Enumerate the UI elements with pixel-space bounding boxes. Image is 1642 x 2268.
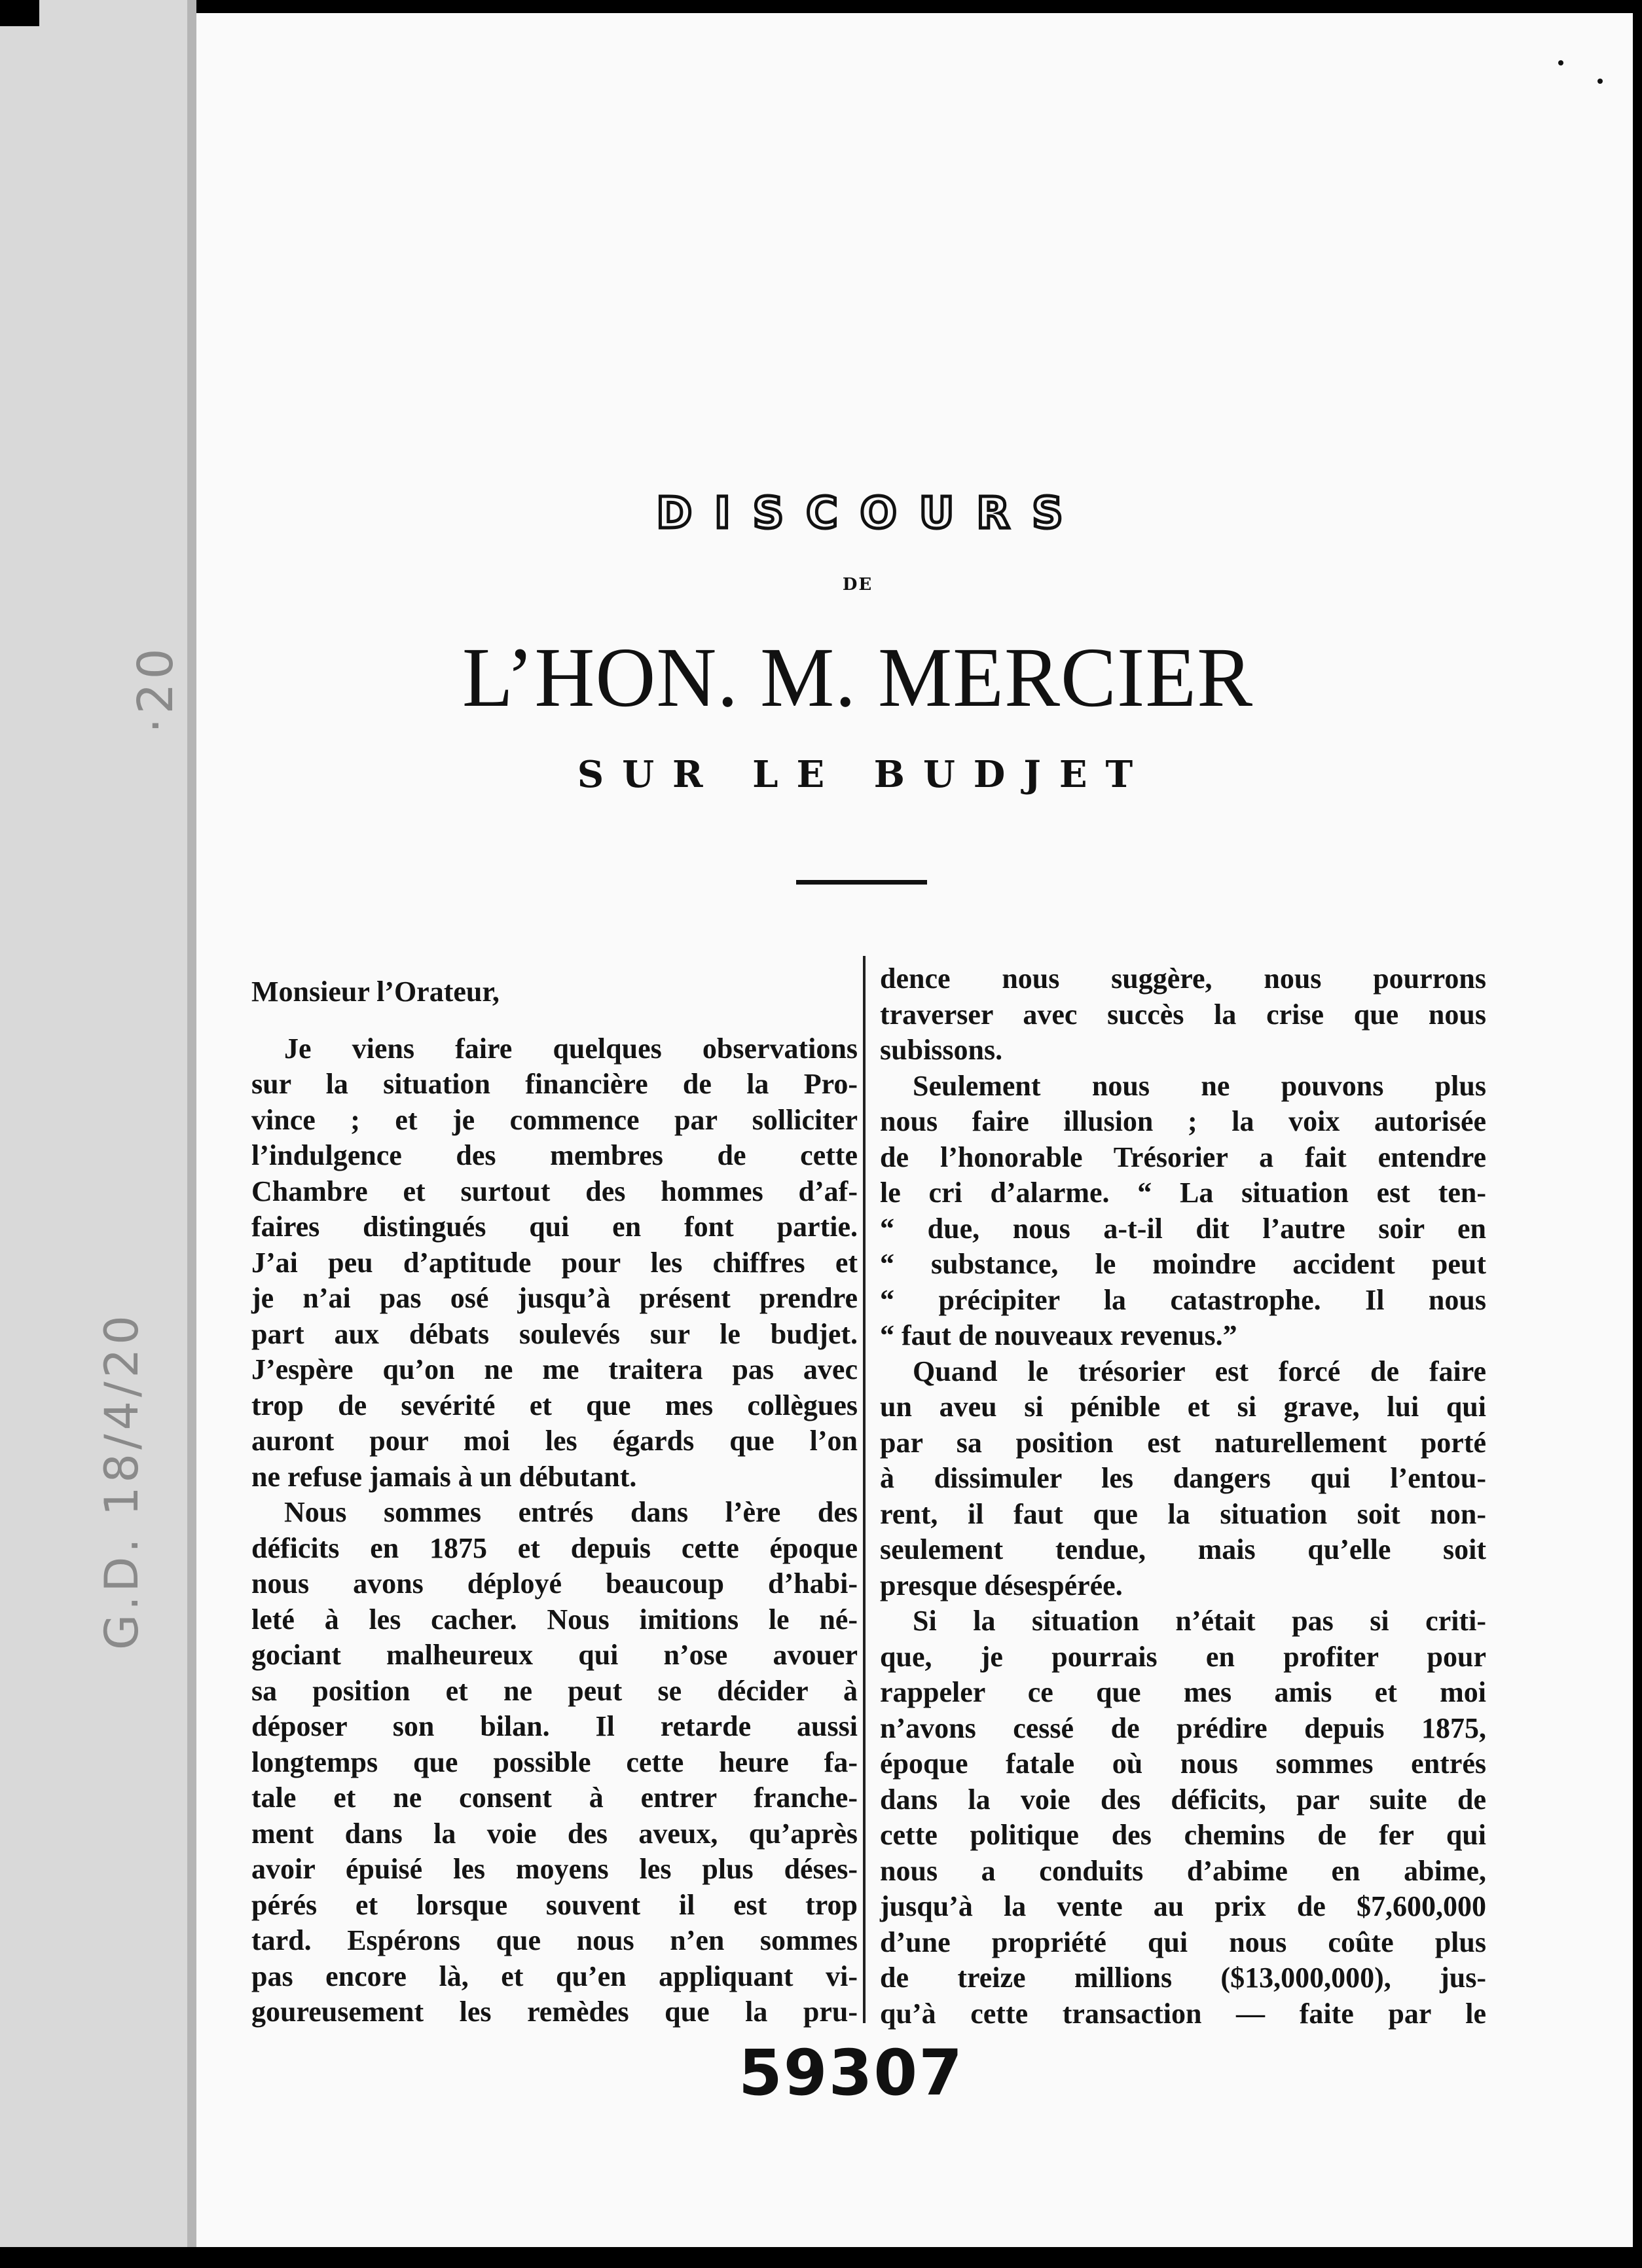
bottom-scan-border (0, 2247, 1642, 2268)
title-name: L’HON. M. MERCIER (462, 631, 1254, 725)
speck (1597, 79, 1603, 84)
title-de: DE (842, 575, 873, 594)
page-fold (187, 0, 196, 2268)
text-line: un aveu si pénible et si grave, lui qui (880, 1391, 1486, 1423)
salutation: Monsieur l’Orateur, (251, 976, 500, 1008)
text-line: seulement tendue, mais qu’elle soit (880, 1533, 1486, 1565)
text-line: pas encore là, et qu’en appliquant vi- (251, 1960, 858, 1992)
text-line: J’espère qu’on ne me traitera pas avec (251, 1353, 858, 1385)
text-line: “ substance, le moindre accident peut (880, 1248, 1486, 1280)
text-line: presque désespérée. (880, 1569, 1123, 1601)
text-line: avoir épuisé les moyens les plus déses- (251, 1853, 858, 1885)
text-line: d’une propriété qui nous coûte plus (880, 1926, 1486, 1958)
text-line: à dissimuler les dangers qui l’entou- (880, 1462, 1486, 1494)
text-line: Seulement nous ne pouvons plus (913, 1069, 1486, 1102)
text-line: Nous sommes entrés dans l’ère des (284, 1496, 858, 1528)
text-line: goureusement les remèdes que la pru- (251, 1996, 858, 2028)
column-divider (863, 956, 866, 2023)
text-line: jusqu’à la vente au prix de $7,600,000 (880, 1890, 1486, 1922)
speck (1558, 60, 1563, 65)
text-line: tard. Espérons que nous n’en sommes (251, 1924, 858, 1956)
text-line: ne refuse jamais à un débutant. (251, 1460, 637, 1493)
margin-note-1: ·20 (128, 644, 184, 733)
text-line: “ faut de nouveaux revenus.” (880, 1319, 1237, 1351)
text-line: faires distingués qui en font partie. (251, 1211, 858, 1243)
text-line: ment dans la voie des aveux, qu’après (251, 1817, 858, 1850)
right-scan-border (1633, 0, 1642, 2268)
left-column (251, 974, 858, 2030)
text-line: longtemps que possible cette heure fa- (251, 1746, 858, 1778)
text-line: de treize millions ($13,000,000), jus- (880, 1962, 1486, 1994)
text-line: Si la situation n’était pas si criti- (913, 1605, 1486, 1637)
text-line: “ précipiter la catastrophe. Il nous (880, 1283, 1486, 1316)
text-line: pérés et lorsque souvent il est trop (251, 1888, 858, 1921)
text-line: déficits en 1875 et depuis cette époque (251, 1531, 858, 1564)
text-line: auront pour moi les égards que l’on (251, 1425, 858, 1457)
text-line: traverser avec succès la crise que nous (880, 998, 1486, 1031)
text-line: dence nous suggère, nous pourrons (880, 962, 1486, 995)
margin-note-2: G.D. 18/4/20 (95, 1311, 149, 1650)
text-line: que, je pourrais en profiter pour (880, 1640, 1486, 1673)
text-line: Quand le trésorier est forcé de faire (913, 1355, 1486, 1387)
text-line: de l’honorable Trésorier a fait entendre (880, 1141, 1486, 1173)
text-line: part aux débats soulevés sur le budjet. (251, 1317, 858, 1350)
text-line: “ due, nous a-t-il dit l’autre soir en (880, 1212, 1486, 1245)
subtitle: SUR LE BUDJET (577, 753, 1152, 796)
text-line: nous avons déployé beaucoup d’habi- (251, 1567, 858, 1600)
text-line: par sa position est naturellement porté (880, 1426, 1486, 1459)
text-line: dans la voie des déficits, par suite de (880, 1783, 1486, 1816)
text-line: J’ai peu d’aptitude pour les chiffres et (251, 1246, 858, 1279)
text-line: Je viens faire quelques observations (284, 1032, 858, 1065)
left-margin-strip (0, 0, 196, 2268)
text-line: Chambre et surtout des hommes d’af- (251, 1175, 858, 1207)
text-line: sur la situation financière de la Pro- (251, 1068, 858, 1100)
text-line: leté à les cacher. Nous imitions le né- (251, 1603, 858, 1636)
text-line: nous a conduits d’abime en abime, (880, 1854, 1486, 1887)
title-discours: DISCOURS (656, 488, 1086, 538)
text-line: le cri d’alarme. “ La situation est ten- (880, 1177, 1486, 1209)
text-line: vince ; et je commence par solliciter (251, 1103, 858, 1136)
top-left-scan-border (0, 0, 39, 26)
text-line: subissons. (880, 1034, 1003, 1066)
text-line: cette politique des chemins de fer qui (880, 1819, 1486, 1851)
title-rule (796, 880, 927, 885)
text-line: déposer son bilan. Il retarde aussi (251, 1710, 858, 1742)
text-line: n’avons cessé de prédire depuis 1875, (880, 1711, 1486, 1744)
right-column (880, 961, 1486, 2032)
top-scan-border (196, 0, 1642, 13)
text-line: qu’à cette transaction — faite par le (880, 1997, 1486, 2030)
text-line: rent, il faut que la situation soit non- (880, 1497, 1486, 1530)
text-line: nous faire illusion ; la voix autorisée (880, 1105, 1486, 1137)
text-line: époque fatale où nous sommes entrés (880, 1747, 1486, 1780)
text-line: tale et ne consent à entrer franche- (251, 1782, 858, 1814)
text-line: l’indulgence des membres de cette (251, 1139, 858, 1171)
page-number: 59307 (739, 2036, 964, 2110)
text-line: rappeler ce que mes amis et moi (880, 1676, 1486, 1708)
text-line: gociant malheureux qui n’ose avouer (251, 1639, 858, 1671)
text-line: sa position et ne peut se décider à (251, 1674, 858, 1707)
text-line: trop de sevérité et que mes collègues (251, 1389, 858, 1421)
text-line: je n’ai pas osé jusqu’à présent prendre (251, 1282, 858, 1314)
